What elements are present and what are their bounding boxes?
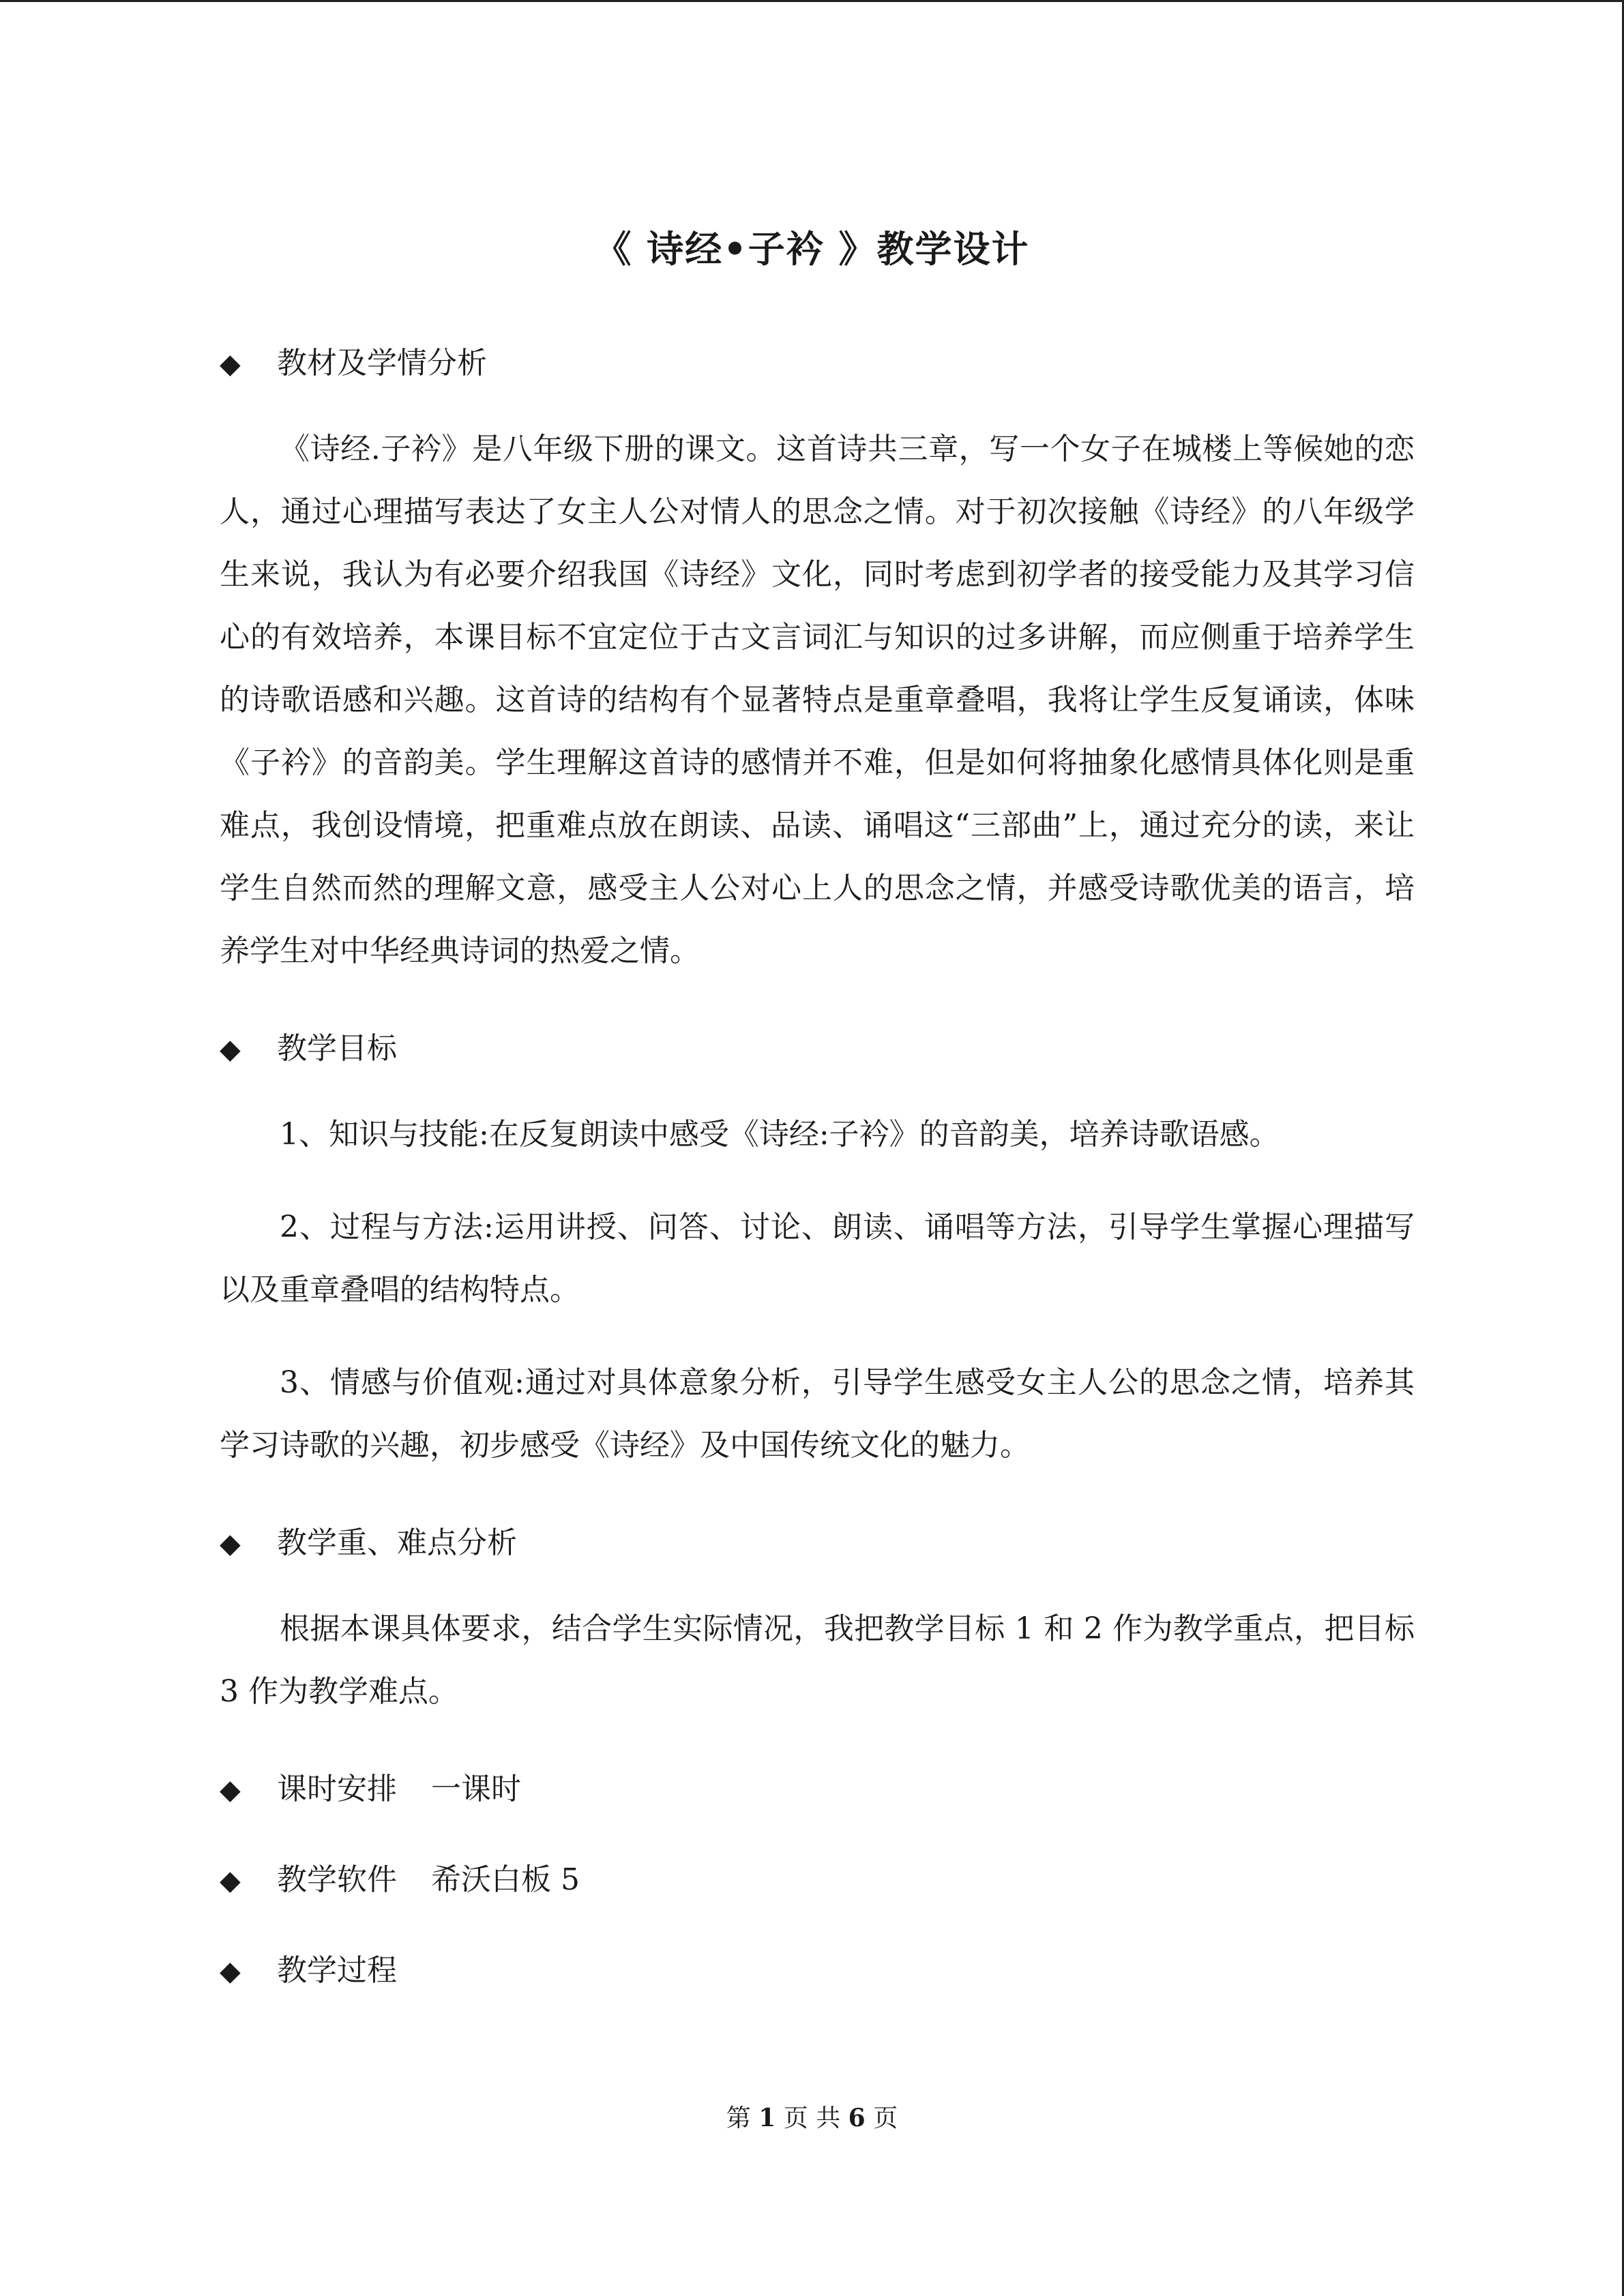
section-heading-key-points [220, 1519, 1415, 1568]
diamond-bullet-icon: ◆ [220, 348, 241, 380]
objective-item: 1、知识与技能:在反复朗读中感受《诗经:子衿》的音韵美，培养诗歌语感。 [280, 1117, 1280, 1152]
section-heading-text: 教学目标 [277, 1031, 397, 1066]
document-title: 《 诗经•子衿 》教学设计 [594, 228, 1030, 271]
section-heading-text: 教学过程 [277, 1953, 397, 1988]
footer-suffix: 页 [873, 2104, 898, 2132]
footer-middle: 页 共 [783, 2104, 841, 2132]
section-value: 一课时 [431, 1772, 521, 1806]
diamond-bullet-icon: ◆ [220, 1034, 241, 1065]
section-heading-text: 课时安排 [277, 1772, 397, 1806]
document-body [220, 340, 1415, 1995]
diamond-bullet-icon: ◆ [220, 1528, 241, 1560]
objective-item: 3、情感与价值观:通过对具体意象分析，引导学生感受女主人公的思念之情，培养其学习诗歌的兴趣，初步感受《诗经》及中国传统文化的魅力。 [220, 1365, 1415, 1463]
diamond-bullet-icon: ◆ [220, 1774, 241, 1806]
section-heading-text: 教学重、难点分析 [277, 1525, 517, 1560]
footer-prefix: 第 [726, 2104, 751, 2132]
section-heading-process [220, 1947, 1415, 1995]
diamond-bullet-icon: ◆ [220, 1865, 241, 1896]
total-page-count: 6 [848, 2104, 866, 2132]
paragraph: 《诗经.子衿》是八年级下册的课文。这首诗共三章，写一个女子在城楼上等候她的恋人，通过心理描写表达了女主人公对情人的思念之情。对于初次接触《诗经》的八年级学生来说，我认为有必要介绍我国《诗经》文化，同时考虑到初学者的接受能力及其学习信心的有效培养，本课目标不宜定位于古文言词汇与知识的过多讲解，而应侧重于培养学生的诗歌语感和兴趣。这首诗的结构有个显著特点是重章叠唱，我将让学生反复诵读，体味《子衿》的音韵美。学生理解这首诗的感情并不难，但是如何将抽象化感情具体化则是重难点，我创设情境，把重难点放在朗读、品读、诵唱这“三部曲”上，通过充分的读，来让学生自然而然的理解文意，感受主人公对心上人的思念之情，并感受诗歌优美的语言，培养学生对中华经典诗词的热爱之情。 [220, 432, 1415, 968]
page-number-footer [0, 2099, 1624, 2134]
objective-item: 2、过程与方法:运用讲授、问答、讨论、朗读、诵唱等方法，引导学生掌握心理描写以及重章叠唱的结构特点。 [220, 1210, 1415, 1307]
diamond-bullet-icon: ◆ [220, 1956, 241, 1987]
section-heading-software [220, 1856, 1415, 1905]
section-heading-text: 教学软件 [277, 1862, 397, 1897]
section-value: 希沃白板 5 [431, 1862, 580, 1897]
paragraph: 根据本课具体要求，结合学生实际情况，我把教学目标 1 和 2 作为教学重点，把目标 3 作为教学难点。 [220, 1611, 1415, 1709]
section-heading-analysis [220, 340, 1415, 388]
section-heading-text: 教材及学情分析 [277, 346, 487, 381]
section-heading-schedule [220, 1765, 1415, 1814]
section-heading-objectives [220, 1025, 1415, 1073]
current-page-number: 1 [758, 2104, 776, 2132]
